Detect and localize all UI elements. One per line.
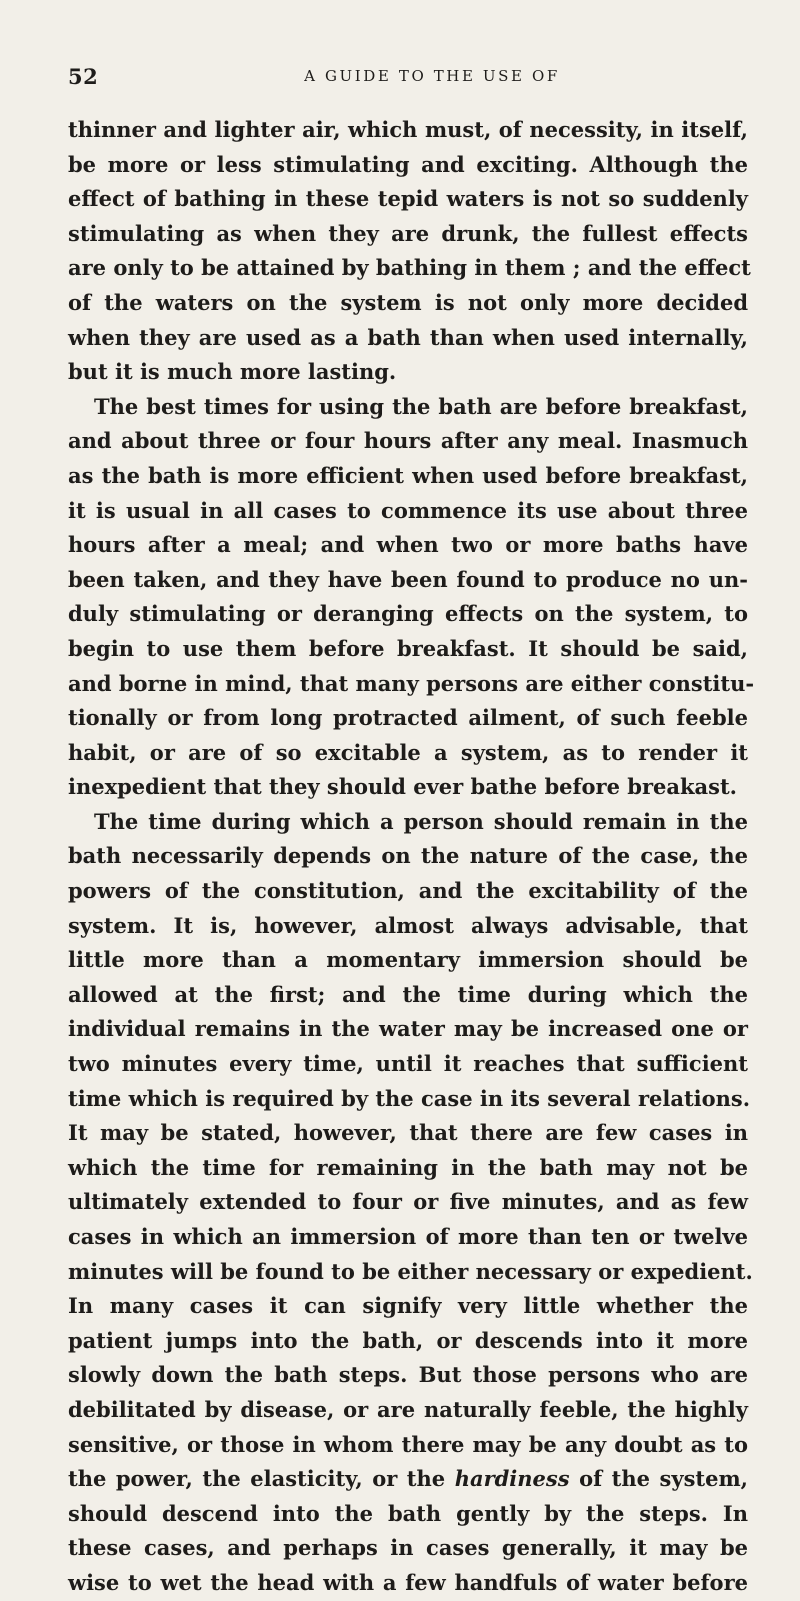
text-line: In many cases it can signify very little whether the: [68, 1293, 748, 1319]
text-line: stimulating as when they are drunk, the fullest effects: [68, 220, 748, 246]
page-number: 52: [68, 64, 99, 89]
running-head: [68, 64, 748, 94]
text-line: of the waters on the system is not only more decided: [68, 289, 748, 315]
text-line: ultimately extended to four or five minutes, and as few: [68, 1189, 748, 1215]
text-line: duly stimulating or deranging effects on the system, to: [68, 601, 748, 627]
text-line: tionally or from long protracted ailment, of such feeble: [68, 705, 748, 731]
text-line: when they are used as a bath than when used internally,: [68, 324, 748, 350]
paragraph-end-line: but it is much more lasting.: [68, 359, 397, 385]
text-line: wise to wet the head with a few handfuls of water before: [68, 1569, 748, 1595]
paragraph-start-line: The best times for using the bath are before breakfast,: [94, 393, 748, 419]
text-line: individual remains in the water may be increased one or: [68, 1016, 748, 1042]
text-line: these cases, and perhaps in cases generally, it may be: [68, 1535, 748, 1561]
text-line: powers of the constitution, and the excitability of the: [68, 878, 748, 904]
text-line: hours after a meal; and when two or more baths have: [68, 532, 748, 558]
text-line: slowly down the bath steps. But those persons who are: [68, 1362, 748, 1388]
text-line: cases in which an immersion of more than ten or twelve: [68, 1224, 748, 1249]
text-line: allowed at the first; and the time during which the: [68, 981, 748, 1007]
text-line: been taken, and they have been found to produce no un-: [68, 566, 748, 592]
text-line: sensitive, or those in whom there may be any doubt as to: [68, 1431, 748, 1457]
text-line: system. It is, however, almost always advisable, that: [68, 912, 748, 938]
text-line: which the time for remaining in the bath may not be: [68, 1154, 748, 1180]
text-line: debilitated by disease, or are naturally feeble, the highly: [68, 1396, 748, 1422]
text-line: should descend into the bath gently by the steps. In: [68, 1500, 748, 1526]
text-line: little more than a momentary immersion should be: [68, 947, 748, 973]
text-line: habit, or are of so excitable a system, as to render it: [68, 739, 748, 765]
text-line: be more or less stimulating and exciting. Although the: [68, 151, 748, 177]
text-line: begin to use them before breakfast. It should be said,: [68, 635, 748, 661]
text-line: bath necessarily depends on the nature of the case, the: [68, 843, 748, 869]
text-line: It may be stated, however, that there are few cases in: [68, 1120, 748, 1146]
text-line-with-italic: [68, 1462, 748, 1497]
running-title: A GUIDE TO THE USE OF: [304, 67, 560, 85]
text-line: it is usual in all cases to commence its use about three: [68, 497, 748, 523]
line-text-after-italic: of the system,: [569, 1466, 748, 1492]
text-line: thinner and lighter air, which must, of necessity, in itself,: [68, 117, 748, 142]
paragraph-start-line: The time during which a person should remain in the: [94, 808, 748, 834]
italic-emphasis: hardiness: [454, 1466, 570, 1492]
text-line: minutes will be found to be either necessary or expedient.: [68, 1258, 753, 1284]
text-line: as the bath is more efficient when used before breakfast,: [68, 462, 748, 488]
line-text-before-italic: the power, the elasticity, or the: [68, 1466, 455, 1492]
text-line: and about three or four hours after any meal. Inasmuch: [68, 428, 748, 454]
text-line: are only to be attained by bathing in them ; and the effect: [68, 255, 751, 281]
text-line: time which is required by the case in its several relations.: [68, 1085, 751, 1111]
text-line: patient jumps into the bath, or descends into it more: [68, 1327, 748, 1353]
text-line: and borne in mind, that many persons are either constitu-: [68, 670, 755, 696]
body-text: [68, 113, 755, 1601]
paragraph-end-line: inexpedient that they should ever bathe before breakast.: [68, 774, 737, 800]
text-line: two minutes every time, until it reaches that sufficient: [68, 1051, 748, 1077]
text-line: effect of bathing in these tepid waters is not so suddenly: [68, 186, 748, 212]
